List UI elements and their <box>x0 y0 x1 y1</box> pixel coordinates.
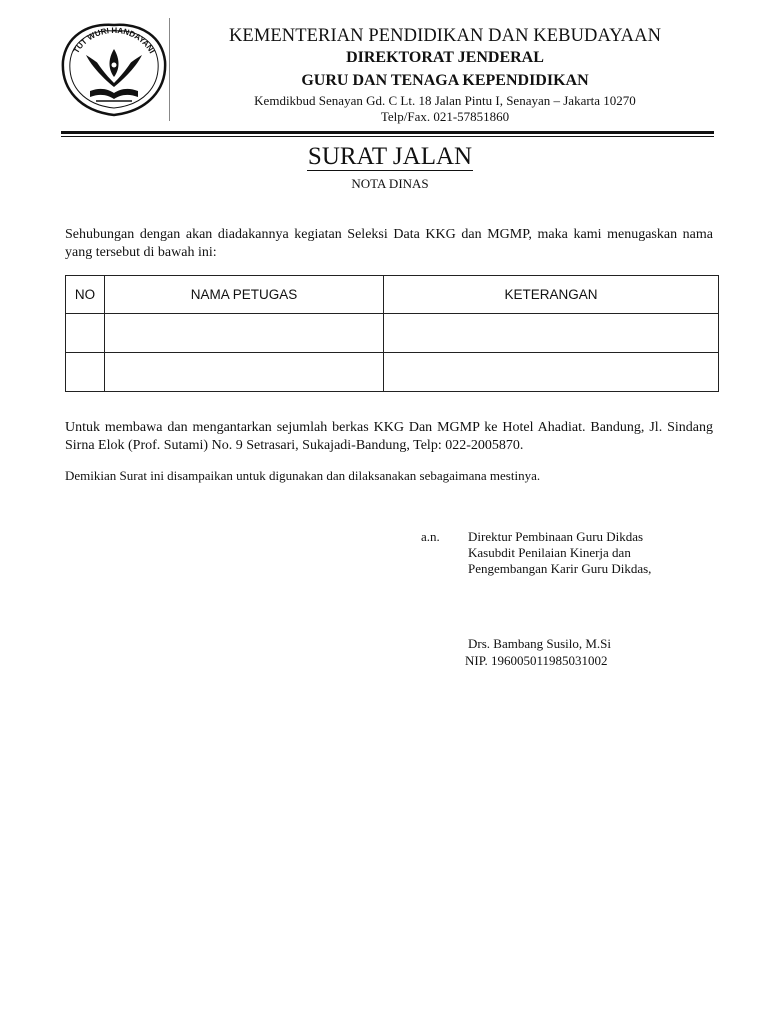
signatory-nip: NIP. 196005011985031002 <box>465 653 608 668</box>
purpose-paragraph: Untuk membawa dan mengantarkan sejumlah berkas KKG Dan MGMP ke Hotel Ahadiat. Bandung, Jl. Sindang Sirna Elok (Prof. Sutami) No. 9 Setrasari, Sukajadi-Bandung, Telp: 022-2005870. <box>65 420 713 453</box>
office-address: Kemdikbud Senayan Gd. C Lt. 18 Jalan Pintu I, Senayan – Jakarta 10270 <box>254 93 636 108</box>
intro-paragraph: Sehubungan dengan akan diadakannya kegiatan Seleksi Data KKG dan MGMP, maka kami menugaskan nama yang tersebut di bawah ini: <box>65 227 713 260</box>
signature-on-behalf: a.n. <box>421 529 440 544</box>
cell-remarks <box>384 314 719 353</box>
cell-officer-name <box>105 314 384 353</box>
table-row <box>66 314 719 353</box>
document-title <box>0 143 768 171</box>
header-remarks: KETERANGAN <box>384 276 719 314</box>
document-title-text: SURAT JALAN <box>307 143 473 170</box>
signatory-name: Drs. Bambang Susilo, M.Si <box>468 636 612 651</box>
ministry-name: KEMENTERIAN PENDIDIKAN DAN KEBUDAYAAN <box>228 26 662 46</box>
header-officer-name: NAMA PETUGAS <box>105 276 384 314</box>
tut-wuri-handayani-logo <box>56 17 172 121</box>
closing-paragraph: Demikian Surat ini disampaikan untuk digunakan dan dilaksanakan sebagaimana mestinya. <box>65 468 541 483</box>
cell-remarks <box>384 353 719 392</box>
cell-no <box>66 314 105 353</box>
cell-officer-name <box>105 353 384 392</box>
directorate-name: DIREKTORAT JENDERAL <box>346 49 544 66</box>
signature-title-line-1: Direktur Pembinaan Guru Dikdas <box>468 529 644 544</box>
document-subtitle: NOTA DINAS <box>351 176 429 191</box>
letterhead-rule-thin <box>61 136 714 137</box>
table-row <box>66 353 719 392</box>
office-phone: Telp/Fax. 021-57851860 <box>380 109 510 124</box>
division-name: GURU DAN TENAGA KEPENDIDIKAN <box>301 72 589 89</box>
officer-table <box>65 275 719 392</box>
signature-title-line-2: Kasubdit Penilaian Kinerja dan <box>468 545 631 560</box>
emblem-motto-text: TUT WURI HANDAYANI <box>71 25 157 55</box>
letterhead-rule-thick <box>61 131 714 134</box>
header-no: NO <box>66 276 105 314</box>
logo-divider <box>169 18 170 121</box>
cell-no <box>66 353 105 392</box>
table-header-row <box>66 276 719 314</box>
signature-title-line-3: Pengembangan Karir Guru Dikdas, <box>468 561 652 576</box>
